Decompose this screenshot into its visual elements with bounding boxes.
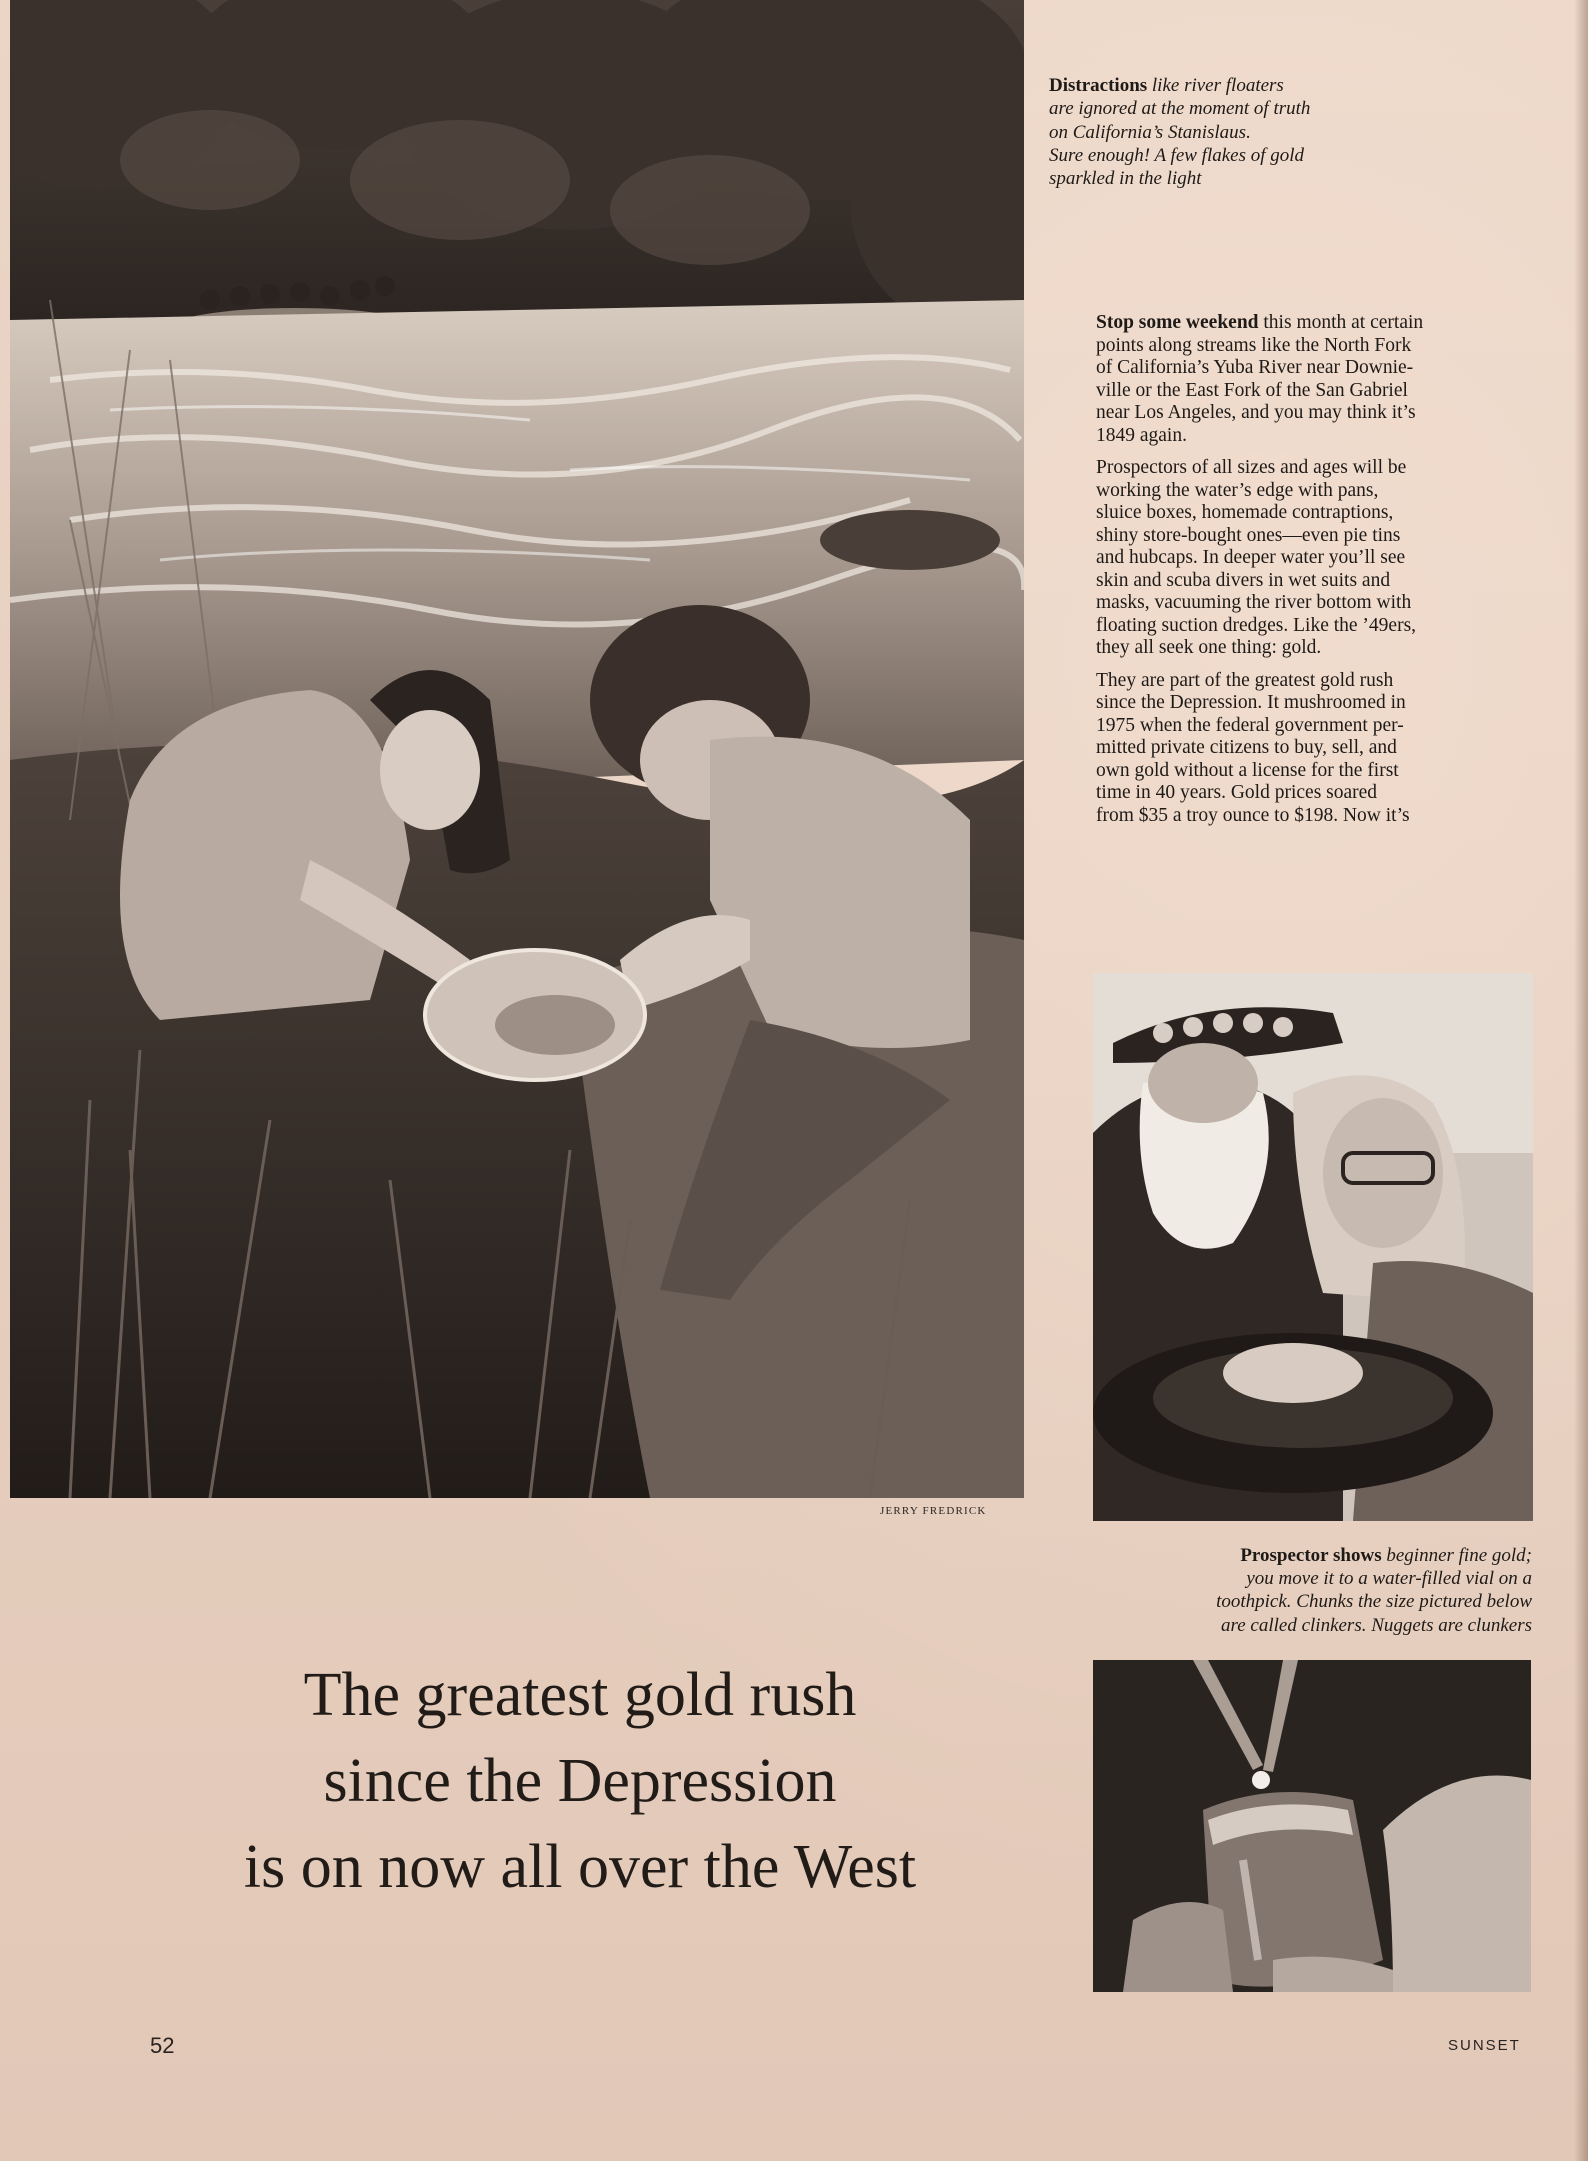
article-body: [1096, 312, 1539, 837]
caption-middle-line: toothpick. Chunks the size pictured below: [1216, 1591, 1532, 1613]
text-line: of California’s Yuba River near Downie-: [1096, 357, 1414, 378]
paragraph-1: [1096, 312, 1539, 447]
text-line: 1975 when the federal government per-: [1096, 714, 1404, 736]
caption-top-lead: Distractions: [1049, 75, 1148, 96]
caption-middle-line: you move it to a water-filled vial on a: [1246, 1568, 1532, 1590]
caption-middle-line: beginner fine gold;: [1381, 1545, 1532, 1566]
text-line: Prospectors of all sizes and ages will be: [1096, 457, 1407, 478]
river-photo-illustration: [10, 0, 1024, 1498]
text-line: and hubcaps. In deeper water you’ll see: [1096, 547, 1406, 568]
headline: [160, 1652, 1000, 1910]
caption-top-line: Sure enough! A few flakes of gold: [1049, 145, 1305, 167]
paragraph-2: [1096, 457, 1539, 660]
photo-credit: JERRY FREDRICK: [880, 1505, 987, 1517]
text-line: shiny store-bought ones—even pie tins: [1096, 524, 1401, 546]
text-line: this month at certain: [1258, 312, 1424, 333]
text-line: 1849 again.: [1096, 424, 1187, 446]
text-line: since the Depression. It mushroomed in: [1096, 692, 1406, 713]
vial-photo-illustration: [1093, 1660, 1531, 1992]
main-photo-river-panning: [10, 0, 1024, 1498]
page-edge-shadow: [1574, 0, 1588, 2161]
text-line: from $35 a troy ounce to $198. Now it’s: [1096, 804, 1410, 826]
text-line: working the water’s edge with pans,: [1096, 479, 1379, 501]
text-line: time in 40 years. Gold prices soared: [1096, 782, 1378, 803]
text-line: They are part of the greatest gold rush: [1096, 669, 1394, 691]
prospector-photo-illustration: [1093, 973, 1533, 1521]
paragraph-1-lead: Stop some weekend: [1096, 312, 1259, 333]
page-number: 52: [150, 2033, 175, 2058]
text-line: mitted private citizens to buy, sell, and: [1096, 737, 1397, 758]
text-line: skin and scuba divers in wet suits and: [1096, 569, 1391, 591]
caption-middle-lead: Prospector shows: [1240, 1545, 1382, 1566]
caption-top-line: on California’s Stanislaus.: [1049, 121, 1251, 143]
caption-top-line: like river floaters: [1147, 75, 1284, 96]
caption-middle-line: are called clinkers. Nuggets are clunkers: [1221, 1614, 1532, 1636]
magazine-name: SUNSET: [1448, 2037, 1521, 2054]
text-line: masks, vacuuming the river bottom with: [1096, 592, 1412, 613]
headline-line-3: is on now all over the West: [243, 1833, 917, 1901]
text-line: floating suction dredges. Like the ’49ers,: [1096, 614, 1417, 636]
text-line: own gold without a license for the first: [1096, 759, 1399, 781]
text-line: points along streams like the North Fork: [1096, 334, 1412, 356]
caption-top-line: are ignored at the moment of truth: [1049, 98, 1311, 120]
headline-line-1: The greatest gold rush: [303, 1661, 857, 1729]
text-line: ville or the East Fork of the San Gabriel: [1096, 379, 1408, 401]
paragraph-3: [1096, 670, 1539, 828]
headline-line-2: since the Depression: [323, 1747, 837, 1815]
photo-prospector: [1093, 973, 1533, 1521]
caption-top: [1049, 74, 1389, 191]
photo-vial: [1093, 1660, 1531, 1992]
caption-top-line: sparkled in the light: [1049, 168, 1202, 190]
text-line: sluice boxes, homemade contraptions,: [1096, 502, 1394, 523]
caption-middle: [1090, 1544, 1532, 1637]
text-line: near Los Angeles, and you may think it’s: [1096, 402, 1416, 423]
text-line: they all seek one thing: gold.: [1096, 637, 1322, 658]
